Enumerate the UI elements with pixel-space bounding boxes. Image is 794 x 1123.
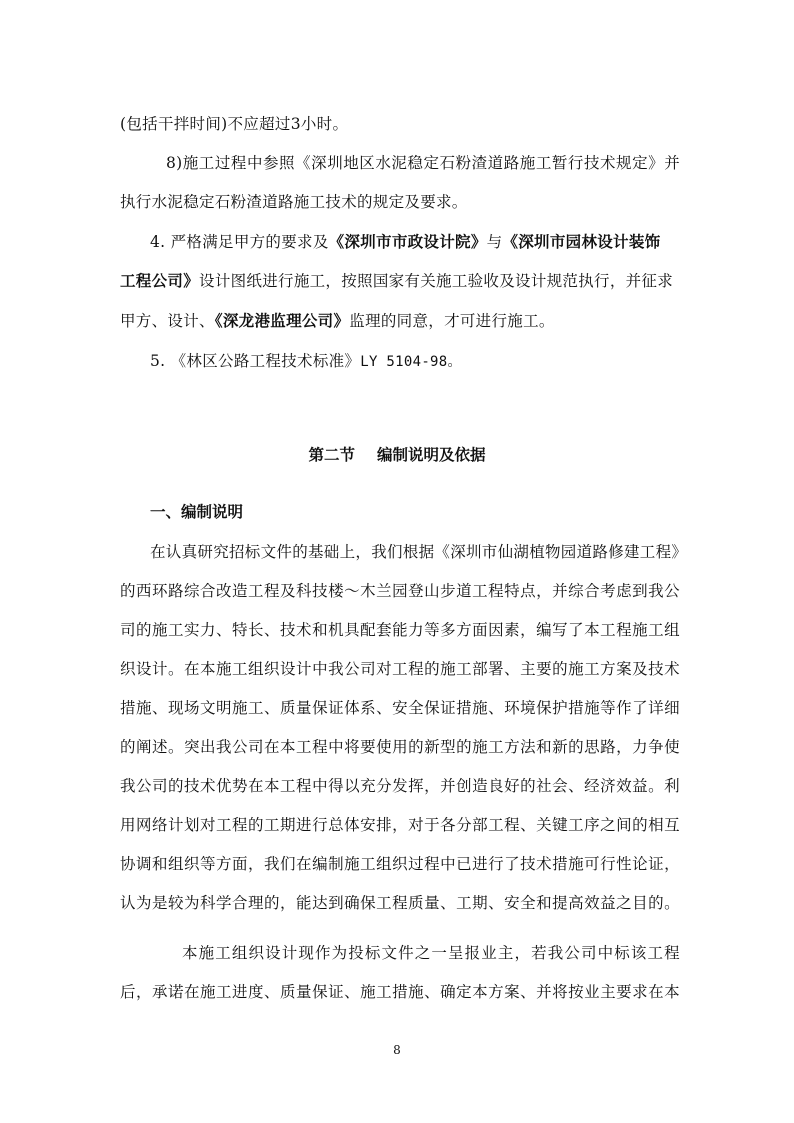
item-4-line-2-text: 设计图纸进行施工，按照国家有关施工验收及设计规范执行，并征求 bbox=[199, 272, 674, 290]
closing-line: 本施工组织设计现作为投标文件之一呈报业主，若我公司中标该工程 bbox=[182, 944, 680, 962]
item-4-line-2 bbox=[120, 269, 680, 293]
subsection-heading: 一、编制说明 bbox=[150, 502, 244, 521]
org-landscape-design-part-2: 工程公司》 bbox=[120, 271, 200, 290]
item-4-line-1 bbox=[150, 230, 680, 254]
text-line: 执行水泥稳定石粉渣道路施工技术的规定及要求。 bbox=[120, 193, 468, 211]
body-line: 在认真研究招标文件的基础上，我们根据《深圳市仙湖植物园道路修建工程》 bbox=[150, 543, 688, 561]
item-5-line bbox=[150, 349, 680, 374]
item-4-line-3 bbox=[120, 309, 680, 333]
item-5-text: 5. 《林区公路工程技术标准》 bbox=[150, 352, 361, 370]
body-line: 司的施工实力、特长、技术和机具配套能力等多方面因素，编写了本工程施工组 bbox=[120, 621, 680, 639]
text-line: (包括干拌时间)不应超过3小时。 bbox=[120, 115, 349, 133]
closing-line: 后，承诺在施工进度、质量保证、施工措施、确定本方案、并将按业主要求在本 bbox=[120, 983, 680, 1001]
body-line: 的西环路综合改造工程及科技楼～木兰园登山步道工程特点，并综合考虑到我公 bbox=[120, 582, 680, 600]
body-line: 的阐述。突出我公司在本工程中将要使用的新型的施工方法和新的思路，力争使 bbox=[120, 738, 680, 756]
section-heading bbox=[0, 443, 794, 467]
section-title: 编制说明及依据 bbox=[377, 445, 486, 464]
body-line: 织设计。在本施工组织设计中我公司对工程的施工部署、主要的施工方案及技术 bbox=[120, 660, 680, 678]
item-4-conjunction: 与 bbox=[486, 233, 503, 251]
body-line: 措施、现场文明施工、质量保证体系、安全保证措施、环境保护措施等作了详细 bbox=[120, 699, 680, 717]
item-4-prefix: 4. 严格满足甲方的要求及 bbox=[150, 233, 329, 251]
body-line: 我公司的技术优势在本工程中得以充分发挥，并创造良好的社会、经济效益。利 bbox=[120, 777, 680, 795]
body-line: 认为是较为科学合理的，能达到确保工程质量、工期、安全和提高效益之目的。 bbox=[120, 894, 680, 912]
body-line: 用网络计划对工程的工期进行总体安排，对于各分部工程、关键工序之间的相互 bbox=[120, 816, 680, 834]
page-number: 8 bbox=[393, 1043, 401, 1057]
org-landscape-design-part-1: 《深圳市园林设计装饰 bbox=[502, 232, 661, 251]
section-number: 第二节 bbox=[308, 445, 355, 464]
body-line: 协调和组织等方面，我们在编制施工组织过程中已进行了技术措施可行性论证， bbox=[120, 855, 680, 873]
org-municipal-design-institute: 《深圳市市政设计院》 bbox=[328, 232, 487, 251]
item-4-line-3-suffix: 监理的同意，才可进行施工。 bbox=[349, 312, 555, 330]
item-5-standard-code: LY 5104-98。 bbox=[360, 354, 462, 370]
text-line: 8)施工过程中参照《深圳地区水泥稳定石粉渣道路施工暂行技术规定》并 bbox=[166, 154, 680, 172]
org-supervision-company: 《深龙港监理公司》 bbox=[214, 311, 350, 330]
item-4-line-3-prefix: 甲方、设计、 bbox=[120, 312, 215, 330]
